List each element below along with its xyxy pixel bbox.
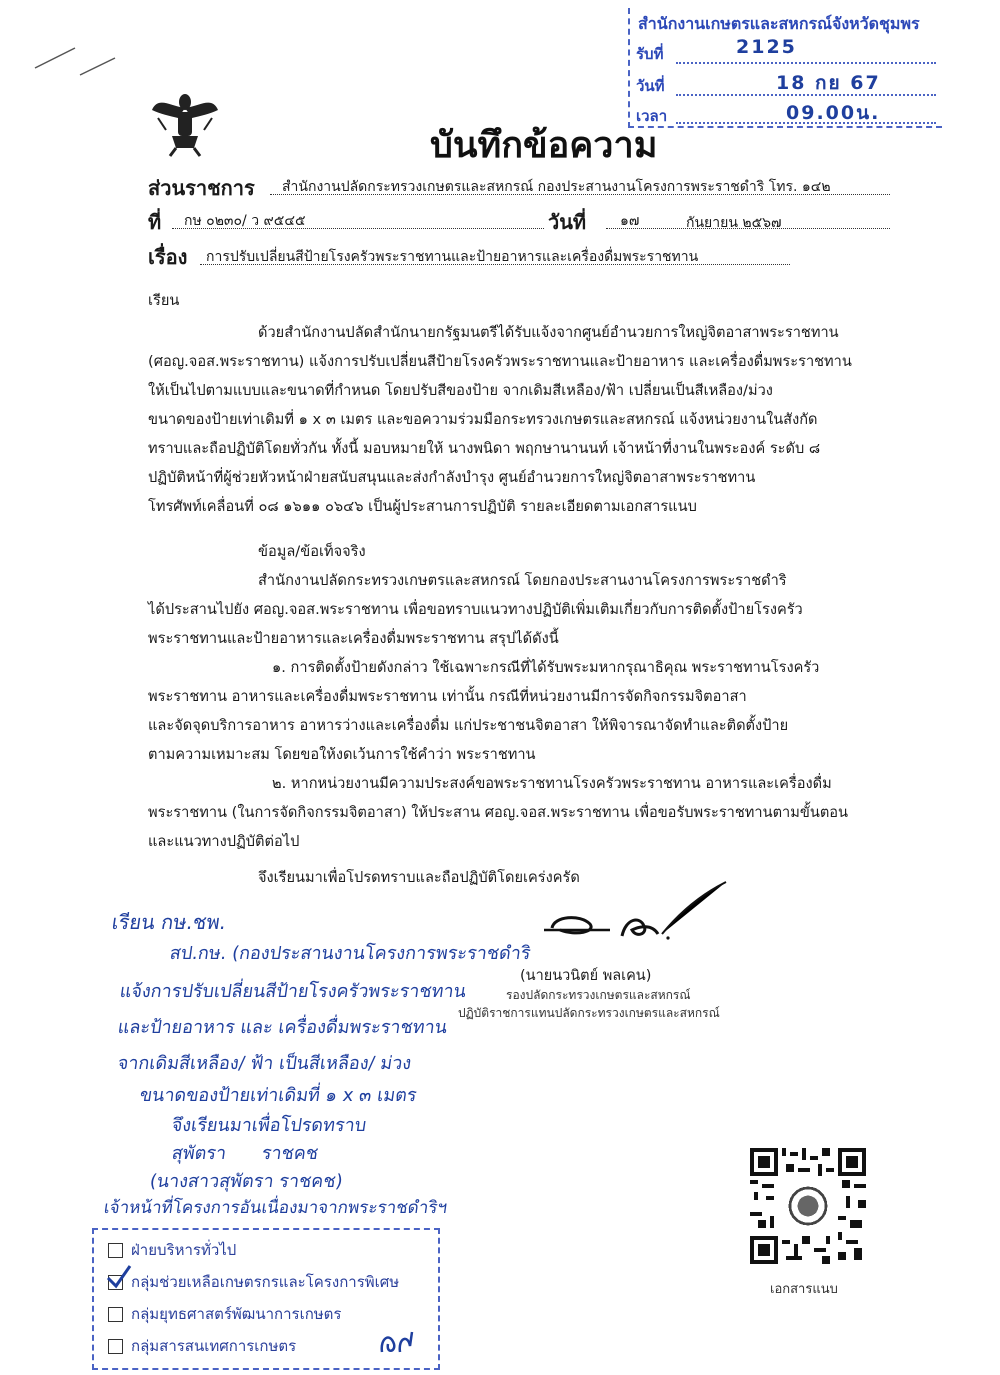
handwritten-line: จากเดิมสีเหลือง/ ฟ้า เป็นสีเหลือง/ ม่วง [116, 1053, 413, 1074]
handwritten-line: สป.กษ. (กองประสานงานโครงการพระราชดำริ [168, 943, 533, 964]
item1-line: ๑. การติดตั้งป้ายดังกล่าว ใช้เฉพาะกรณีที่ได้รับพระมหากรุณาธิคุณ พระราชทานโรงครัว [272, 659, 820, 676]
facts-heading: ข้อมูล/ข้อเท็จจริง [258, 543, 366, 560]
handwritten-line: สุพัตรา ราชคช [170, 1143, 320, 1164]
qr-code-icon [750, 1148, 866, 1264]
stamp-time-value: 09.00น. [786, 102, 881, 124]
para2-line: พระราชทานและป้ายอาหารและเครื่องดื่มพระราชทาน สรุปได้ดังนี้ [148, 630, 559, 647]
signer-acting-position: ปฏิบัติราชการแทนปลัดกระทรวงเกษตรและสหกรณ์ [458, 1006, 720, 1020]
receipt-stamp [628, 8, 942, 128]
ref-label: ที่ [148, 210, 162, 234]
item1-line: พระราชทาน อาหารและเครื่องดื่มพระราชทาน เท่านั้น กรณีที่หน่วยงานมีการจัดกิจกรรมจิตอาสา [148, 688, 747, 705]
initials-mark [376, 1324, 426, 1360]
routing-item[interactable] [108, 1302, 341, 1326]
handwritten-line: แจ้งการปรับเปลี่ยนสีป้ายโรงครัวพระราชทาน [118, 981, 468, 1002]
routing-item[interactable] [108, 1334, 296, 1358]
routing-item[interactable] [108, 1238, 236, 1262]
checkmark-icon [104, 1264, 134, 1290]
para1-line: ด้วยสำนักงานปลัดสำนักนายกรัฐมนตรีได้รับแจ้งจากศูนย์อำนวยการใหญ่จิตอาสาพระราชทาน [258, 324, 839, 341]
stamp-number-label: รับที่ [636, 45, 664, 63]
attachment-caption: เอกสารแนบ [770, 1282, 838, 1297]
stamp-number-value: 2125 [736, 36, 797, 58]
ref-value: กษ ๐๒๓๐/ ว ๙๕๔๕ [184, 213, 306, 229]
handwritten-line: และป้ายอาหาร และ เครื่องดื่มพระราชทาน [116, 1017, 449, 1038]
item1-line: ตามความเหมาะสม โดยขอให้งดเว้นการใช้คำว่า พระราชทาน [148, 746, 536, 763]
date-day: ๑๗ [620, 213, 640, 229]
routing-item[interactable] [108, 1270, 399, 1294]
item1-line: และจัดจุดบริการอาหาร อาหารว่างและเครื่องดื่ม แก่ประชาชนจิตอาสา ให้พิจารณาจัดทำและติดตั้งป้าย [148, 717, 789, 734]
signer-name: (นายนวนิตย์ พลเคน) [520, 968, 652, 984]
para1-line: โทรศัพท์เคลื่อนที่ ๐๘ ๑๖๑๑ ๐๖๔๖ เป็นผู้ประสานการปฏิบัติ รายละเอียดตามเอกสารแนบ [148, 498, 697, 515]
stamp-date-row [636, 74, 936, 98]
salutation-label: เรียน [148, 292, 180, 309]
para1-line: ทราบและถือปฏิบัติโดยทั่วกัน ทั้งนี้ มอบหมายให้ นางพนิดา พฤกษานานนท์ เจ้าหน้าที่งานในพระองค์ ระดับ ๘ [148, 440, 821, 457]
para1-line: (ศอญ.จอส.พระราชทาน) แจ้งการปรับเปลี่ยนสีป้ายโรงครัวพระราชทานและป้ายอาหาร และเครื่องดื่มพระราชทาน [148, 353, 852, 370]
item2-line: ๒. หากหน่วยงานมีความประสงค์ขอพระราชทานโรงครัวพระราชทาน อาหารและเครื่องดื่ม [272, 775, 832, 792]
subject-value: การปรับเปลี่ยนสีป้ายโรงครัวพระราชทานและป้ายอาหารและเครื่องดื่มพระราชทาน [206, 249, 699, 265]
handwritten-salutation: เรียน กษ.ชพ. [110, 910, 228, 934]
para1-line: ปฏิบัติหน้าที่ผู้ช่วยหัวหน้าฝ่ายสนับสนุนและส่งกำลังบำรุง ศูนย์อำนวยการใหญ่จิตอาสาพระราชทาน [148, 469, 756, 486]
closing-line: จึงเรียนมาเพื่อโปรดทราบและถือปฏิบัติโดยเคร่งครัด [258, 869, 580, 886]
routing-item-label: กลุ่มสารสนเทศการเกษตร [131, 1337, 297, 1355]
signature-scribble [540, 878, 740, 948]
routing-item-label: ฝ่ายบริหารทั่วไป [131, 1241, 237, 1259]
stamp-date-value: 18 กย 67 [776, 72, 881, 94]
stamp-time-label: เวลา [636, 107, 668, 125]
memo-title: บันทึกข้อความ [430, 125, 658, 166]
handwritten-line: (นางสาวสุพัตรา ราชคช) [148, 1171, 345, 1192]
date-month-year: กันยายน ๒๕๖๗ [686, 215, 782, 231]
routing-box [92, 1228, 440, 1370]
item2-line: พระราชทาน (ในการจัดกิจกรรมจิตอาสา) ให้ประสาน ศอญ.จอส.พระราชทาน เพื่อขอรับพระราชทานตามขั้นตอน [148, 804, 849, 821]
handwritten-line: จึงเรียนมาเพื่อโปรดทราบ [170, 1115, 368, 1136]
para2-line: ได้ประสานไปยัง ศอญ.จอส.พระราชทาน เพื่อขอทราบแนวทางปฏิบัติเพิ่มเติมเกี่ยวกับการติดตั้งป้ายโรงครัว [148, 601, 803, 618]
date-label: วันที่ [548, 210, 587, 234]
checkbox[interactable] [108, 1243, 123, 1258]
stamp-organization: สำนักงานเกษตรและสหกรณ์จังหวัดชุมพร [638, 14, 920, 33]
agency-label: ส่วนราชการ [148, 176, 255, 200]
subject-label: เรื่อง [148, 245, 188, 269]
para2-line: สำนักงานปลัดกระทรวงเกษตรและสหกรณ์ โดยกองประสานงานโครงการพระราชดำริ [258, 572, 787, 589]
stamp-number-row [636, 36, 936, 66]
para1-line: ให้เป็นไปตามแบบและขนาดที่กำหนด โดยปรับสีของป้าย จากเดิมสีเหลือง/ฟ้า เปลี่ยนเป็นสีเหลือง/ม่วง [148, 382, 773, 399]
stamp-time-row [636, 104, 936, 126]
garuda-emblem-icon [150, 88, 220, 158]
checkbox[interactable] [108, 1339, 123, 1354]
signer-position: รองปลัดกระทรวงเกษตรและสหกรณ์ [506, 988, 691, 1002]
routing-item-label: กลุ่มช่วยเหลือเกษตรกรและโครงการพิเศษ [131, 1273, 400, 1291]
stamp-date-label: วันที่ [636, 77, 665, 95]
item2-line: และแนวทางปฏิบัติต่อไป [148, 833, 300, 850]
agency-value: สำนักงานปลัดกระทรวงเกษตรและสหกรณ์ กองประสานงานโครงการพระราชดำริ โทร. ๑๔๒ [282, 179, 831, 195]
handwritten-line: เจ้าหน้าที่โครงการอันเนื่องมาจากพระราชดำริฯ [102, 1198, 449, 1218]
handwritten-line: ขนาดของป้ายเท่าเดิมที่ ๑ x ๓ เมตร [138, 1085, 419, 1106]
para1-line: ขนาดของป้ายเท่าเดิมที่ ๑ x ๓ เมตร และขอความร่วมมือกระทรวงเกษตรและสหกรณ์ แจ้งหน่วยงานในสังกัด [148, 411, 818, 428]
checkbox[interactable] [108, 1307, 123, 1322]
routing-item-label: กลุ่มยุทธศาสตร์พัฒนาการเกษตร [131, 1305, 342, 1323]
pen-marks [30, 40, 120, 80]
